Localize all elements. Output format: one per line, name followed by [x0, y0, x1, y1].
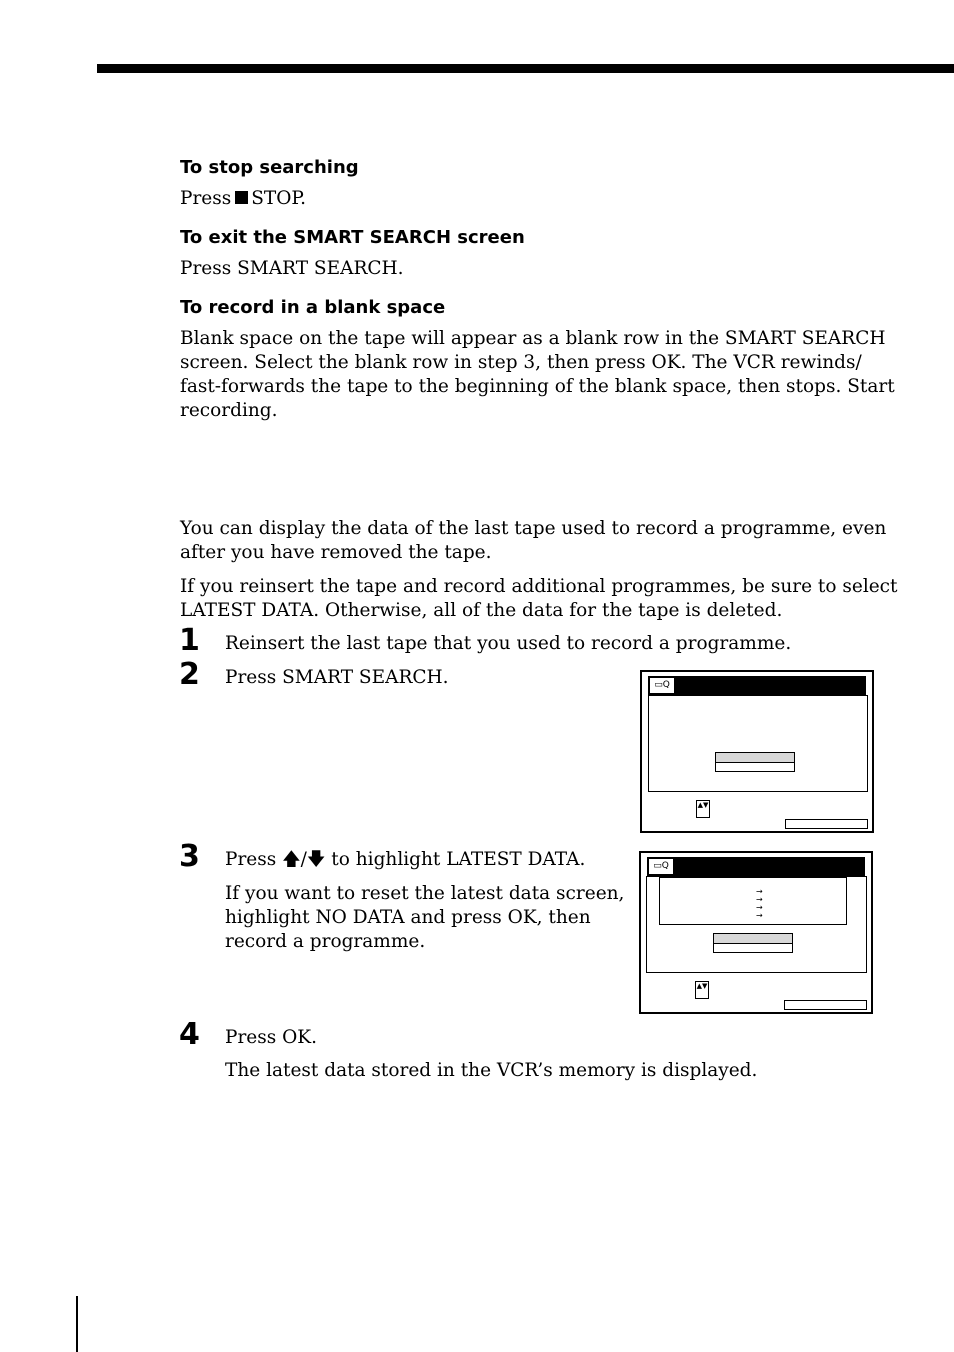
screen-highlight-row	[716, 753, 794, 763]
margin-rule	[76, 1296, 78, 1352]
screen-title-bar	[647, 857, 865, 876]
screen-panel	[648, 695, 868, 792]
heading-record-blank: To record in a blank space	[180, 297, 446, 318]
step-number: 2	[179, 657, 200, 692]
step3-press-text: Press	[225, 849, 277, 870]
step-number: 4	[179, 1017, 200, 1052]
heading-exit-smart-search: To exit the SMART SEARCH screen	[180, 227, 525, 248]
step-text: Press SMART SEARCH.	[225, 667, 449, 688]
record-line: screen. Select the blank row in step 3, then press OK. The VCR rewinds/	[180, 352, 862, 373]
tv-screen-illustration	[639, 851, 873, 1014]
screen-data-box	[659, 877, 847, 925]
up-down-nav-icon: ▲▼	[696, 800, 710, 818]
intro-paragraph-2	[180, 575, 897, 623]
step-text: Reinsert the last tape that you used to record a programme.	[225, 633, 792, 654]
intro-line: after you have removed the tape.	[180, 542, 492, 563]
step3-highlight-text: to highlight LATEST DATA.	[331, 849, 586, 870]
record-paragraph	[180, 327, 895, 423]
stop-press-text: Press	[180, 188, 232, 209]
step-number: 1	[179, 623, 200, 658]
step-note: The latest data stored in the VCR’s memory is displayed.	[225, 1060, 758, 1081]
intro-paragraph-1	[180, 517, 886, 565]
step-text	[225, 848, 585, 872]
note-line: record a programme.	[225, 931, 426, 952]
intro-line: You can display the data of the last tape used to record a programme, even	[180, 518, 887, 539]
smart-search-icon: ▭Q	[648, 858, 674, 875]
up-down-nav-icon: ▲▼	[695, 981, 709, 999]
screen-menu-selection	[713, 933, 793, 953]
exit-instruction: Press SMART SEARCH.	[180, 258, 404, 279]
arrow-right-icon: →	[756, 911, 763, 920]
screen-menu-selection	[715, 752, 795, 772]
smart-search-icon: ▭Q	[649, 677, 675, 694]
intro-line: LATEST DATA. Otherwise, all of the data for the tape is deleted.	[180, 600, 783, 621]
heading-stop-searching: To stop searching	[180, 157, 359, 178]
screen-highlight-row	[714, 934, 792, 944]
record-line: fast-forwards the tape to the beginning of the blank space, then stops. Start	[180, 376, 895, 397]
screen-panel	[646, 876, 867, 973]
note-line: highlight NO DATA and press OK, then	[225, 907, 591, 928]
arrow-down-icon: 🡇	[306, 849, 326, 870]
screen-status-bar	[785, 819, 868, 829]
screen-status-bar	[784, 1000, 867, 1010]
record-line: recording.	[180, 400, 278, 421]
top-rule	[97, 64, 954, 73]
stop-square-icon	[235, 191, 248, 204]
arrow-up-icon: 🡅	[282, 849, 301, 870]
screen-title-bar	[648, 676, 866, 695]
stop-instruction	[180, 187, 306, 211]
arrow-right-icon: →	[756, 887, 763, 896]
arrow-right-icon: →	[756, 903, 763, 912]
step3-slash: /	[300, 849, 307, 870]
intro-line: If you reinsert the tape and record additional programmes, be sure to select	[180, 576, 898, 597]
tv-screen-illustration	[640, 670, 874, 833]
step-text: Press OK.	[225, 1027, 317, 1048]
arrow-right-icon: →	[756, 895, 763, 904]
note-line: If you want to reset the latest data screen,	[225, 883, 625, 904]
step-number: 3	[179, 839, 200, 874]
step-note	[225, 882, 624, 954]
record-line: Blank space on the tape will appear as a blank row in the SMART SEARCH	[180, 328, 886, 349]
stop-label: STOP.	[251, 188, 306, 209]
